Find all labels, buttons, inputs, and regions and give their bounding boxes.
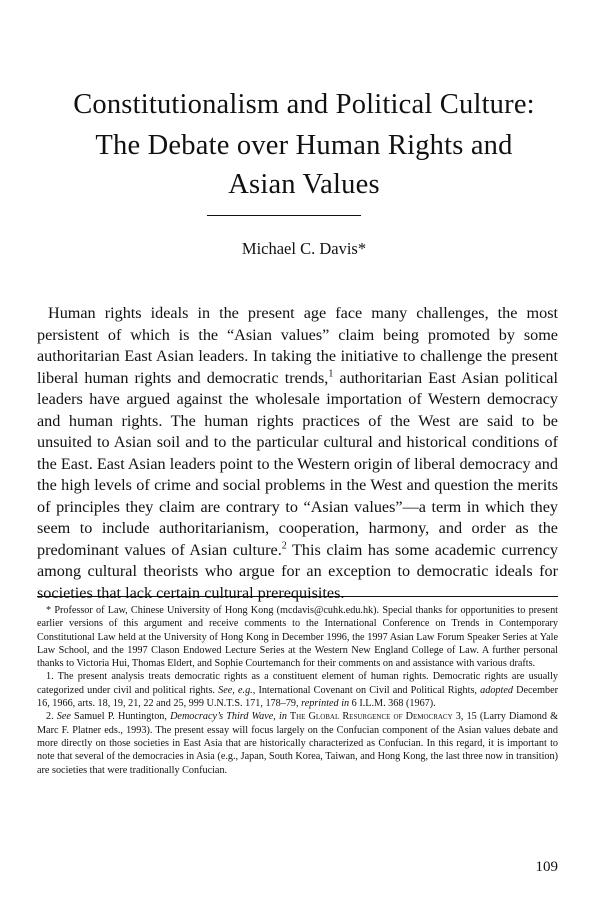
footnote-divider	[37, 596, 558, 597]
footnotes	[37, 604, 558, 777]
footnote-ref-2: 2	[281, 540, 287, 552]
body-text-segment: authoritarian East Asian political leaders have argued against the wholesale importation of Western democracy and human rights. The human rights practices of the West are said to be unsuited to Asian soil and to the particular cultural and historical conditions of the East. East Asian leaders point to the Western origin of liberal democracy and the high levels of crime and social problems in the West and question the merits of principles they claim are contrary to “Asian values”—a term in which they seem to include authoritarianism, cooperation, harmony, and order as the predominant values of Asian culture.	[37, 368, 558, 559]
body-text-segment: Human rights ideals in the present age face many challenges, the most persistent of which is the “Asian values” claim being promoted by some authoritarian East Asian leaders. In taking the initiative to challenge the present liberal human rights and democratic trends,	[37, 304, 558, 387]
title-line-2: The Debate over Human Rights and	[95, 130, 513, 161]
title-divider	[207, 215, 361, 216]
body-paragraph	[37, 303, 558, 604]
title-line-3: Asian Values	[228, 169, 380, 200]
page-number: 109	[535, 859, 558, 875]
footnote-1: 1. The present analysis treats democratic rights as a constituent element of human rights. Democratic rights are usually categorized under civil and political rights. See, e.g., International Covenant on Civil and Political Rights, adopted December 16, 1966, arts. 18, 19, 21, 22 and 25, 999 U.N.T.S. 171, 178–79, reprinted in 6 I.L.M. 368 (1967).	[37, 671, 558, 710]
body-text-segment: This claim has some academic currency among cultural theorists who argue for an exception to democratic ideals for societies that lack certain cultural prerequisites.	[37, 540, 558, 602]
footnote-star: * Professor of Law, Chinese University of Hong Kong (mcdavis@cuhk.edu.hk). Special thanks for opportunities to present earlier versions of this argument and receive comments to the International Conference on Trends in Contemporary Constitutional Law held at the University of Hong Kong in December 1996, the 1997 Asian Law Forum Speaker Series at Yale Law School, and the 1997 Clason Endowed Lecture Series at the Western New England College of Law. A further personal thanks to Victoria Hui, Thomas Eldert, and Sophie Courtemanch for their comments on and assistance with various drafts.	[37, 605, 558, 670]
title-line-1: Constitutionalism and Political Culture:	[73, 89, 535, 120]
footnote-2: 2. See Samuel P. Huntington, Democracy’s Third Wave, in The Global Resurgence of Democracy 3, 15 (Larry Diamond & Marc F. Platner eds., 1993). The present essay will focus largely on the Confucian component of the Asian values debate and more directly on those societies in East Asia that are historically characterized as Confucian. In this regard, it is important to note that several of the democracies in Asia (e.g., Japan, South Korea, Taiwan, and Hong Kong, the last three now in transition) are societies that were traditionally Confucian.	[37, 711, 559, 776]
author-name: Michael C. Davis*	[241, 239, 367, 258]
footnote-ref-1: 1	[328, 368, 334, 380]
